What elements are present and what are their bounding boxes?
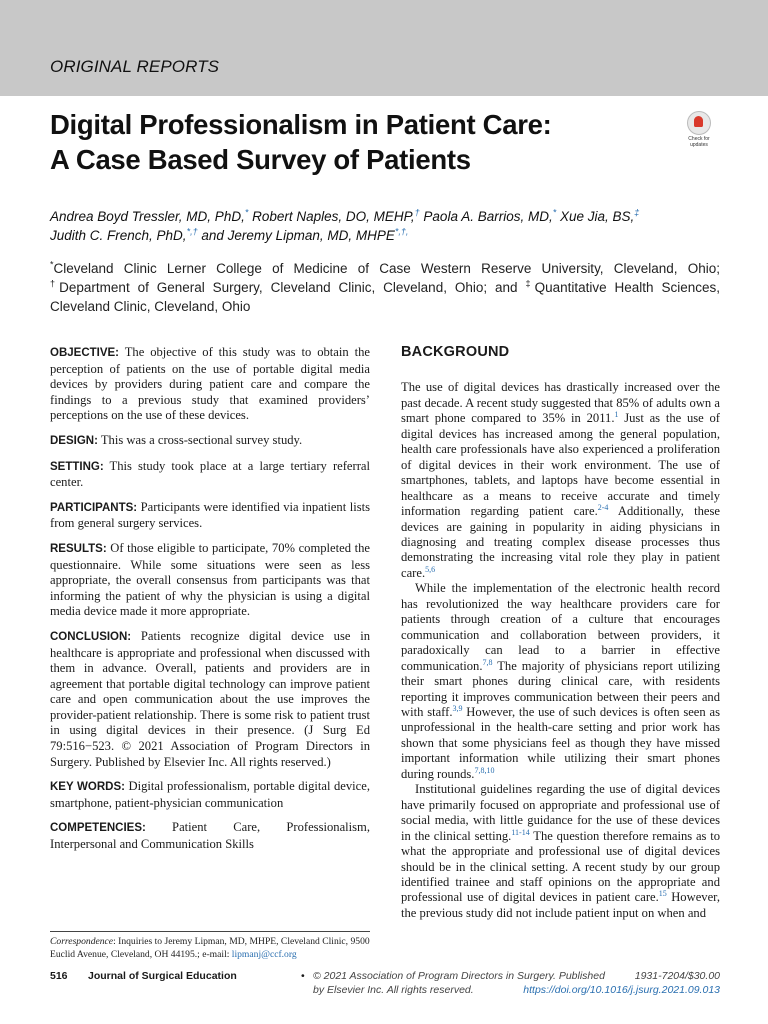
article-title: [50, 107, 690, 177]
abstract-text: This was a cross-sectional survey study.: [97, 432, 303, 447]
abstract-label: CONCLUSION:: [50, 630, 132, 643]
abstract-objective: [50, 345, 370, 424]
abstract-results: [50, 541, 370, 620]
affil-text: Quantitative Health Sciences, Cleveland Clinic, Cleveland, Ohio: [50, 280, 720, 314]
abstract-label: SETTING:: [50, 460, 104, 473]
author-name: Judith C. French, PhD,: [50, 228, 187, 243]
citation-link[interactable]: 15: [658, 889, 667, 899]
abstract-text: Patient Care, Professionalism, Interpersonal and Communication Skills: [50, 820, 370, 852]
body-text: However, the use of such devices is often seen as unprofessional in the health-care setting and prior work has shown that some physicians feel as though they have missed important information while utilizing their smart phones during rounds.: [401, 704, 720, 781]
abstract-label: PARTICIPANTS:: [50, 501, 138, 514]
author-affil-mark[interactable]: *: [552, 207, 557, 218]
copyright-notice: © 2021 Association of Program Directors in Surgery. Published by Elsevier Inc. All rights reserved.: [313, 970, 605, 996]
abstract-keywords: [50, 779, 370, 811]
citation-link[interactable]: 3,9: [452, 703, 463, 713]
author-name: and Jeremy Lipman, MD, MHPE: [197, 228, 395, 243]
section-label: ORIGINAL REPORTS: [50, 57, 220, 76]
title-line-1: Digital Professionalism in Patient Care:: [50, 109, 552, 140]
footnote-divider: [50, 931, 370, 932]
citation-link[interactable]: 1: [614, 410, 619, 420]
footer-bullet: •: [301, 970, 305, 982]
citation-link[interactable]: 7,8,10: [474, 765, 495, 775]
affiliations: [50, 259, 720, 316]
abstract-participants: [50, 500, 370, 532]
section-heading: BACKGROUND: [401, 344, 510, 360]
abstract-text: The objective of this study was to obtain the perception of patients on the use of portable digital media devices by providers during patient care and compare the findings to a previous study that examined providers’ perceptions on the use of these devices.: [50, 345, 370, 423]
abstract-label: OBJECTIVE:: [50, 347, 120, 359]
abstract-label: DESIGN:: [50, 434, 98, 447]
author-affil-mark[interactable]: †: [414, 207, 420, 218]
body-text: Additionally, these devices are gaining in popularity in aiding physicians in diagnosing and treating complex disease processes thus demonstrating the increasing vital role they play in patient care.: [401, 504, 720, 580]
update-icon: [687, 111, 711, 135]
citation-link[interactable]: 2-4: [597, 502, 609, 512]
header-band: [0, 0, 768, 96]
abstract-conclusion: [50, 629, 370, 770]
correspondence-text: : Inquiries to Jeremy Lipman, MD, MHPE, Cleveland Clinic, 9500 Euclid Avenue, Cleveland, OH 44195.; e-mail:: [50, 936, 370, 960]
body-text: Institutional guidelines regarding the use of digital devices have primarily focused on appropriate and professional use of social media, with little guidance for the use of these devices in the clinical setting.: [401, 782, 720, 843]
email-link[interactable]: lipmanj@ccf.org: [231, 949, 297, 960]
body-paragraph: [401, 380, 720, 581]
body-text: The use of digital devices has drastically increased over the past decade. A recent study suggested that 85% of adults own a smart phone compared to 35% in 2011.: [401, 380, 720, 426]
abstract-label: COMPETENCIES:: [50, 822, 146, 835]
author-name: Andrea Boyd Tressler, MD, PhD,: [50, 209, 245, 224]
body-text: The question therefore remains as to what the appropriate and professional use of digital devices should be in the clinical setting. A recent study by our group identified trainee and staff opinions on the appropriate and professional use of digital devices in patient care.: [401, 828, 721, 905]
body-text: While the implementation of the electronic health record has revolutionized the way healthcare providers care for patients through creation of a culture that encourages communication and collaboration between providers, it paradoxically can lead to a barrier in effective communication.: [401, 581, 720, 673]
author-name: Robert Naples, DO, MEHP,: [248, 209, 415, 224]
abstract-setting: [50, 459, 370, 491]
body-paragraph: [401, 581, 720, 782]
page-footer: [50, 969, 720, 999]
abstract-text: This study took place at a large tertiary referral center.: [50, 458, 370, 490]
abstract-label: RESULTS:: [50, 542, 107, 555]
affil-text: Cleveland Clinic Lerner College of Medicine of Case Western Reserve University, Cleveland, Ohio;: [53, 261, 720, 276]
author-name: Xue Jia, BS,: [556, 209, 635, 224]
page-number: 516: [50, 970, 68, 982]
abstract-text: Participants were identified via inpatient lists from general surgery services.: [50, 499, 370, 531]
abstract-text: Patients recognize digital device use in healthcare is appropriate and professional when discussed with them in advance. Overall, patients and providers are in agreement that portable digital technology can improve patient care and open communication about the use improves the provider-patient relationship. There is some risk to patient trust in using digital devices in their presence. (J Surg Ed 79:516−523. © 2021 Association of Program Directors in Surgery. Published by Elsevier Inc. All rights reserved.): [50, 628, 370, 769]
abstract: [50, 345, 370, 862]
author-affil-mark[interactable]: *,†: [186, 226, 198, 237]
title-line-2: A Case Based Survey of Patients: [50, 144, 471, 175]
citation-link[interactable]: 7,8: [482, 657, 493, 667]
body-column: [401, 345, 720, 921]
citation-link[interactable]: 5,6: [425, 564, 436, 574]
badge-text: Check for updates: [688, 136, 710, 148]
affil-mark: *: [50, 259, 54, 270]
abstract-label: KEY WORDS:: [50, 781, 125, 794]
author-name: Paola A. Barrios, MD,: [419, 209, 553, 224]
citation-link[interactable]: 11-14: [511, 827, 530, 837]
abstract-competencies: [50, 820, 370, 852]
affil-text: Department of General Surgery, Cleveland Clinic, Cleveland, Ohio; and: [59, 280, 526, 295]
abstract-text: Digital professionalism, portable digital device, smartphone, patient-physician communication: [50, 779, 371, 810]
author-affil-mark[interactable]: ‡: [634, 207, 640, 218]
abstract-text: Of those eligible to participate, 70% completed the questionnaire. While some situations were seen as less appropriate, the overall consensus from participants was that informing the patient of why the physician is using a digital media device made it more appropriate.: [50, 540, 370, 619]
abstract-design: [50, 433, 370, 450]
affil-mark: ‡: [525, 278, 535, 289]
check-for-updates-badge[interactable]: [684, 111, 714, 149]
issn-price: 1931-7204/$30.00: [634, 970, 720, 982]
author-list: [50, 207, 720, 245]
correspondence-label: Correspondence: [50, 936, 114, 947]
affil-mark: †: [50, 278, 60, 289]
author-affil-mark[interactable]: *,†,: [394, 226, 409, 237]
doi-link[interactable]: https://doi.org/10.1016/j.jsurg.2021.09.013: [523, 984, 720, 996]
body-paragraph: [401, 782, 720, 921]
author-affil-mark[interactable]: *: [244, 207, 249, 218]
body-text: The majority of physicians report utilizing their smart phones during clinical care, with residents reporting it improves communication between their peers and with staff.: [401, 658, 720, 719]
body-text: Just as the use of digital devices has increased among the general population, health care professionals have also experienced a proliferation of digital devices in their work environment. The use of smartphones, tablets, and laptops have become essential in healthcare as a means to receive accurate and timely information regarding patient care.: [401, 411, 721, 519]
correspondence-note: [50, 935, 370, 961]
body-text: However, the previous study did not include patient input on when and: [401, 890, 721, 920]
journal-name: Journal of Surgical Education: [88, 970, 237, 982]
